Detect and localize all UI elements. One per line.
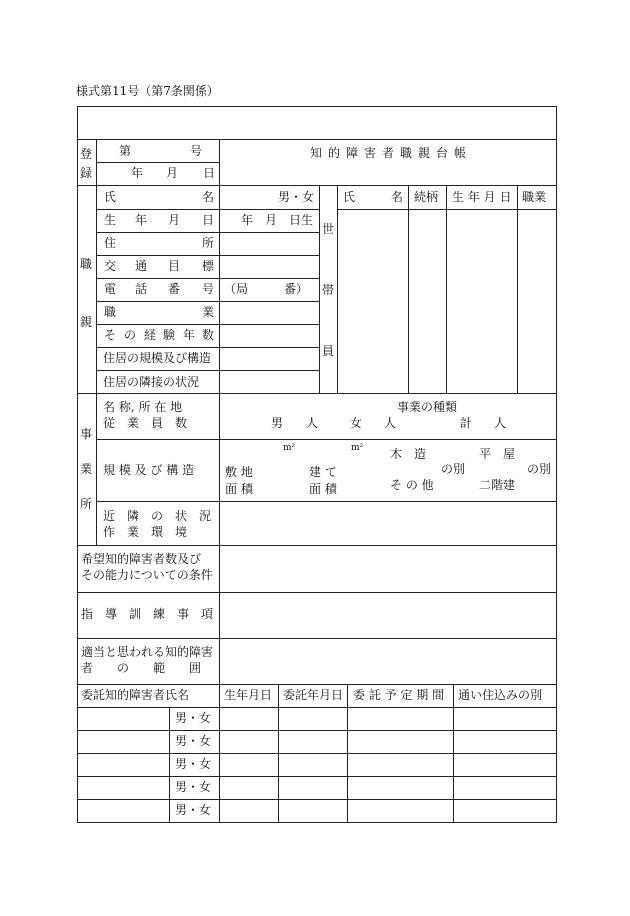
line	[96, 370, 319, 371]
shokuoya-side-2: 親	[80, 315, 93, 329]
exp-label-4: 験	[163, 328, 176, 342]
consign-header-type: 通い住込みの別	[458, 688, 543, 702]
shokuoya-side-1: 職	[80, 257, 93, 271]
phone-label-2: 話	[135, 282, 148, 296]
business-side-1: 事	[80, 427, 93, 441]
employees-male: 男	[271, 416, 284, 430]
line	[96, 347, 319, 348]
desired-label-2: その能力についての条件	[81, 568, 213, 582]
line	[219, 139, 220, 685]
birth-value: 年 月 日生	[241, 213, 314, 227]
name-label-1: 氏	[104, 190, 117, 204]
line	[347, 684, 348, 823]
line	[77, 730, 557, 731]
line	[96, 162, 219, 163]
line	[96, 439, 557, 440]
household-side-3: 員	[322, 344, 335, 358]
registration-hi: 日	[203, 166, 216, 180]
line	[517, 185, 518, 393]
line	[77, 638, 557, 639]
job-label-1: 職	[104, 305, 117, 319]
name-location-label: 名 称, 所 在 地	[103, 400, 183, 414]
line	[77, 393, 557, 394]
line	[77, 776, 557, 777]
exp-label-1: そ	[104, 328, 117, 342]
consign-row-sex: 男・女	[175, 711, 212, 725]
structure-wood: 木 造	[390, 447, 427, 461]
vicinity-label: 近 隣 の 状 況	[103, 509, 212, 523]
line	[219, 684, 220, 823]
line	[96, 232, 319, 233]
line	[96, 255, 319, 256]
border-left	[77, 106, 78, 823]
line	[96, 139, 97, 545]
line	[96, 324, 319, 325]
line	[96, 209, 319, 210]
suitable-label-2: 者 の 範 囲	[81, 661, 202, 675]
work-env-label: 作 業 環 境	[103, 525, 188, 539]
line	[169, 707, 170, 823]
employees-female-unit: 人	[384, 416, 397, 430]
exp-label-6: 数	[202, 328, 215, 342]
exp-label-5: 年	[183, 328, 196, 342]
employees-total-unit: 人	[494, 416, 507, 430]
birth-label-4: 日	[202, 213, 215, 227]
sqm-unit-2: m²	[351, 443, 364, 453]
employees-male-unit: 人	[306, 416, 319, 430]
line	[96, 278, 319, 279]
line	[319, 185, 320, 393]
line	[96, 301, 319, 302]
sqm-unit-1: m²	[283, 443, 296, 453]
consign-header-birth: 生年月日	[224, 688, 273, 702]
building-area-2: 面 積	[309, 482, 337, 496]
line	[96, 501, 557, 502]
household-col-name-1: 氏	[343, 190, 356, 204]
employees-total: 計	[460, 416, 473, 430]
scale-structure-label: 規 模 及 び 構 造	[103, 463, 195, 477]
site-area-1: 敷 地	[225, 465, 253, 479]
sex-value: 男・女	[278, 190, 315, 204]
consign-row-sex: 男・女	[175, 757, 212, 771]
line	[408, 185, 409, 393]
address-label-2: 所	[202, 236, 215, 250]
transport-label-1: 交	[104, 259, 117, 273]
business-type-label: 事業の種類	[397, 400, 458, 414]
structure-no-betsu: の別	[441, 462, 466, 476]
line	[77, 707, 557, 708]
floors-nikaidate: 二階建	[479, 478, 516, 492]
phone-value: （局 番）	[224, 282, 309, 296]
registration-go: 号	[190, 144, 203, 158]
consign-row-sex: 男・女	[175, 734, 212, 748]
floors-hiraya: 平 屋	[479, 447, 516, 461]
registration-label-1: 登	[80, 147, 93, 161]
registration-nen: 年	[131, 166, 144, 180]
form-caption: 様式第11号（第7条関係）	[76, 84, 219, 98]
birth-label-3: 月	[168, 213, 181, 227]
line	[278, 684, 279, 823]
border-top	[77, 106, 557, 107]
line	[77, 592, 557, 593]
floors-no-betsu: の別	[527, 462, 552, 476]
registration-dai: 第	[119, 144, 132, 158]
residence-neighbor-label: 住居の隣接の状況	[103, 375, 200, 389]
phone-label-3: 番	[168, 282, 181, 296]
border-right	[556, 106, 557, 823]
building-area-1: 建 て	[309, 465, 337, 479]
household-side-1: 世	[322, 222, 335, 236]
transport-label-4: 標	[202, 259, 215, 273]
line	[337, 209, 557, 210]
border-bottom	[77, 822, 557, 823]
transport-label-3: 目	[168, 259, 181, 273]
desired-label-1: 希望知的障害者数及び	[81, 552, 202, 566]
consign-row-sex: 男・女	[175, 803, 212, 817]
line	[77, 684, 557, 685]
consign-header-name: 委託知的障害者氏名	[81, 688, 190, 702]
phone-label-4: 号	[202, 282, 215, 296]
guidance-label: 指 導 訓 練 事 項	[81, 607, 214, 621]
residence-scale-label: 住居の規模及び構造	[103, 351, 212, 365]
line	[453, 684, 454, 823]
line	[337, 185, 338, 393]
transport-label-2: 通	[135, 259, 148, 273]
job-label-2: 業	[202, 305, 215, 319]
exp-label-3: 経	[144, 328, 157, 342]
structure-other: そ の 他	[390, 478, 434, 492]
registration-tsuki: 月	[166, 166, 179, 180]
line	[77, 545, 557, 546]
business-side-3: 所	[80, 497, 93, 511]
line	[77, 799, 557, 800]
birth-label-2: 年	[135, 213, 148, 227]
household-col-birth: 生 年 月 日	[452, 190, 512, 204]
household-col-job: 職業	[522, 190, 547, 204]
line	[77, 185, 557, 186]
household-col-relation: 続柄	[414, 190, 439, 204]
birth-label-1: 生	[104, 213, 117, 227]
line	[446, 185, 447, 393]
registration-label-2: 録	[80, 166, 93, 180]
form-title: 知的障害者職親台帳	[310, 146, 473, 160]
household-col-name-2: 名	[391, 190, 404, 204]
address-label-1: 住	[104, 236, 117, 250]
site-area-2: 面 積	[225, 482, 253, 496]
consign-row-sex: 男・女	[175, 780, 212, 794]
consign-header-period: 委 託 予 定 期 間	[353, 688, 445, 702]
business-side-2: 業	[80, 462, 93, 476]
name-label-2: 名	[202, 190, 215, 204]
employees-female: 女	[350, 416, 363, 430]
line	[77, 753, 557, 754]
employees-label: 従 業 員 数	[103, 416, 188, 430]
suitable-label-1: 適当と思われる知的障害	[81, 645, 214, 659]
exp-label-2: の	[124, 328, 137, 342]
phone-label-1: 電	[104, 282, 117, 296]
consign-header-date: 委託年月日	[283, 688, 344, 702]
household-side-2: 帯	[322, 283, 335, 297]
line	[77, 139, 557, 140]
